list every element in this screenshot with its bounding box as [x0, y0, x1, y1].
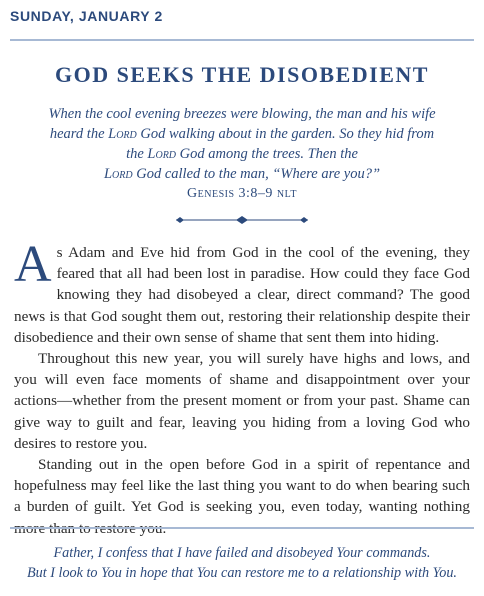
prayer-line-2: But I look to You in hope that You can restore me to a relationship with You. [27, 565, 457, 581]
scripture-text: God walking about in the garden. So they hid from the [126, 126, 435, 162]
devotional-body [14, 236, 470, 539]
body-paragraph-3: Standing out in the open before God in a spirit of repentance and hopefulness may feel like the last thing you want to do when bearing such a burden of guilt. Yet God is seeking you, even today, wanting nothing [14, 456, 470, 516]
body-paragraph-1 [14, 236, 470, 348]
date-header: SUNDAY, JANUARY 2 [10, 8, 163, 24]
body-paragraph-1-text: s Adam and Eve hid from God in the cool of the evening, they feared that all had been lost in paradise. How could they face God knowing they had disobeyed a clear, direct command? The good news is that God sought them out, restoring their relationship despite their disobedience and their own sense of shame that sent them into hiding. [14, 244, 470, 346]
diamond-ornament-icon [172, 214, 312, 226]
scripture-lord: Lord [108, 126, 137, 142]
scripture-reference: Genesis 3:8–9 nlt [187, 186, 297, 201]
scripture-text: God among the trees. Then the [176, 146, 358, 162]
scripture-text: God called to the man, “Where are you?” [132, 166, 381, 182]
bottom-divider [10, 527, 474, 529]
scripture-passage [40, 104, 444, 204]
scripture-text: When the cool evening breezes were blowing, the man and his wife heard the [48, 106, 436, 142]
scripture-lord: Lord [103, 166, 133, 182]
top-divider [10, 39, 474, 41]
devotional-title: GOD SEEKS THE DISOBEDIENT [55, 62, 429, 87]
prayer [10, 543, 474, 583]
body-paragraph-2: Throughout this new year, you will surely have highs and lows, and you will even face moments of shame and disappointment over your actions—whether from the present moment or from your past. Shame can give way to guilt and fear, leaving you hiding from a loving God who desires to restore you. [14, 350, 470, 452]
prayer-line-1: Father, I confess that I have failed and disobeyed Your commands. [53, 545, 431, 561]
scripture-lord: Lord [147, 146, 177, 162]
drop-cap: A [14, 236, 52, 293]
